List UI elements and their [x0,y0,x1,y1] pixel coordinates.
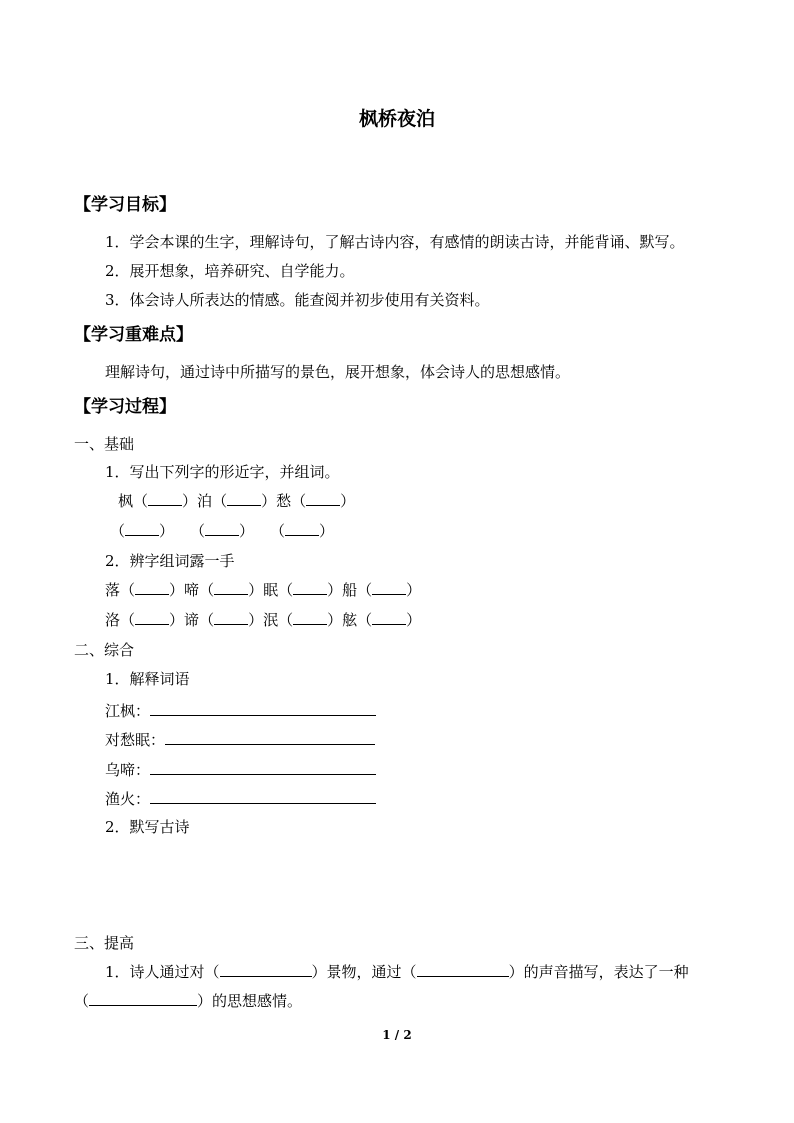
answer-blank[interactable] [293,580,327,595]
q2-char: 啼 [184,581,200,599]
term-answer-line[interactable] [150,699,376,716]
comprehensive-heading: 二、综合 [74,641,135,659]
q1-blank-group-2: （ ） [190,522,255,540]
q2-char: 洛 [105,611,121,629]
answer-blank[interactable] [89,991,197,1006]
answer-blank[interactable] [417,962,509,977]
q2-row-1: 落（ ）啼（ ）眠（ ）船（ ） [105,581,422,599]
basics-q1: 1．写出下列字的形近字，并组词。 [105,463,340,481]
term-row-2 [105,728,375,750]
term-label: 渔火： [105,790,151,808]
answer-blank[interactable] [148,491,182,506]
comprehensive-q2: 2．默写古诗 [105,818,190,836]
page-number: 1 / 2 [382,1028,412,1042]
term-answer-line[interactable] [165,728,375,745]
comprehensive-q1: 1．解释词语 [105,670,190,688]
answer-blank[interactable] [214,610,248,625]
answer-blank[interactable] [135,580,169,595]
goal-item-1: 1．学会本课的生字，理解诗句，了解古诗内容，有感情的朗读古诗，并能背诵、默写。 [105,233,685,251]
q2-char: 谛 [184,611,200,629]
q1-char: 枫 [118,492,134,510]
answer-blank[interactable] [227,491,261,506]
term-row-1 [105,699,376,721]
answer-blank[interactable] [306,491,340,506]
term-row-3 [105,758,376,780]
q1-char: 愁 [276,492,292,510]
answer-blank[interactable] [372,580,406,595]
answer-blank[interactable] [214,580,248,595]
goals-heading: 【学习目标】 [74,195,176,215]
q1-blank-group-3: （ ） [270,522,335,540]
q2-char: 落 [105,581,121,599]
key-points-heading: 【学习重难点】 [74,325,193,345]
q2-row-2: 洛（ ）谛（ ）泯（ ）舷（ ） [105,611,422,629]
term-row-4 [105,787,376,809]
q1-char: 泊 [197,492,213,510]
answer-blank[interactable] [220,962,312,977]
q2-char: 眠 [263,581,279,599]
answer-blank[interactable] [293,610,327,625]
basics-q2: 2．辨字组词露一手 [105,552,235,570]
term-answer-line[interactable] [150,758,376,775]
goal-item-2: 2．展开想象，培养研究、自学能力。 [105,262,355,280]
basics-heading: 一、基础 [74,435,135,453]
goal-item-3: 3．体会诗人所表达的情感。能查阅并初步使用有关资料。 [105,291,490,309]
key-points-text: 理解诗句，通过诗中所描写的景色，展开想象，体会诗人的思想感情。 [105,363,571,381]
q2-char: 船 [342,581,358,599]
term-label: 乌啼： [105,761,151,779]
q1-blank-group-1: （ ） [110,522,175,540]
answer-blank[interactable] [135,610,169,625]
improve-line-2: （ ）的思想感情。 [74,992,303,1010]
q2-char: 泯 [263,611,279,629]
answer-blank[interactable] [125,521,159,536]
answer-blank[interactable] [372,610,406,625]
q1-chars-row: 枫（ ）泊（ ）愁（ ） [118,492,356,510]
improve-heading: 三、提高 [74,934,135,952]
page-title: 枫桥夜泊 [358,108,435,130]
term-label: 对愁眠： [105,731,166,749]
q2-char: 舷 [342,611,358,629]
process-heading: 【学习过程】 [74,397,176,417]
answer-blank[interactable] [205,521,239,536]
improve-line-1: 1．诗人通过对（ ）景物，通过（ ）的声音描写，表达了一种 [105,963,689,981]
term-label: 江枫： [105,702,151,720]
answer-blank[interactable] [285,521,319,536]
term-answer-line[interactable] [150,787,376,804]
